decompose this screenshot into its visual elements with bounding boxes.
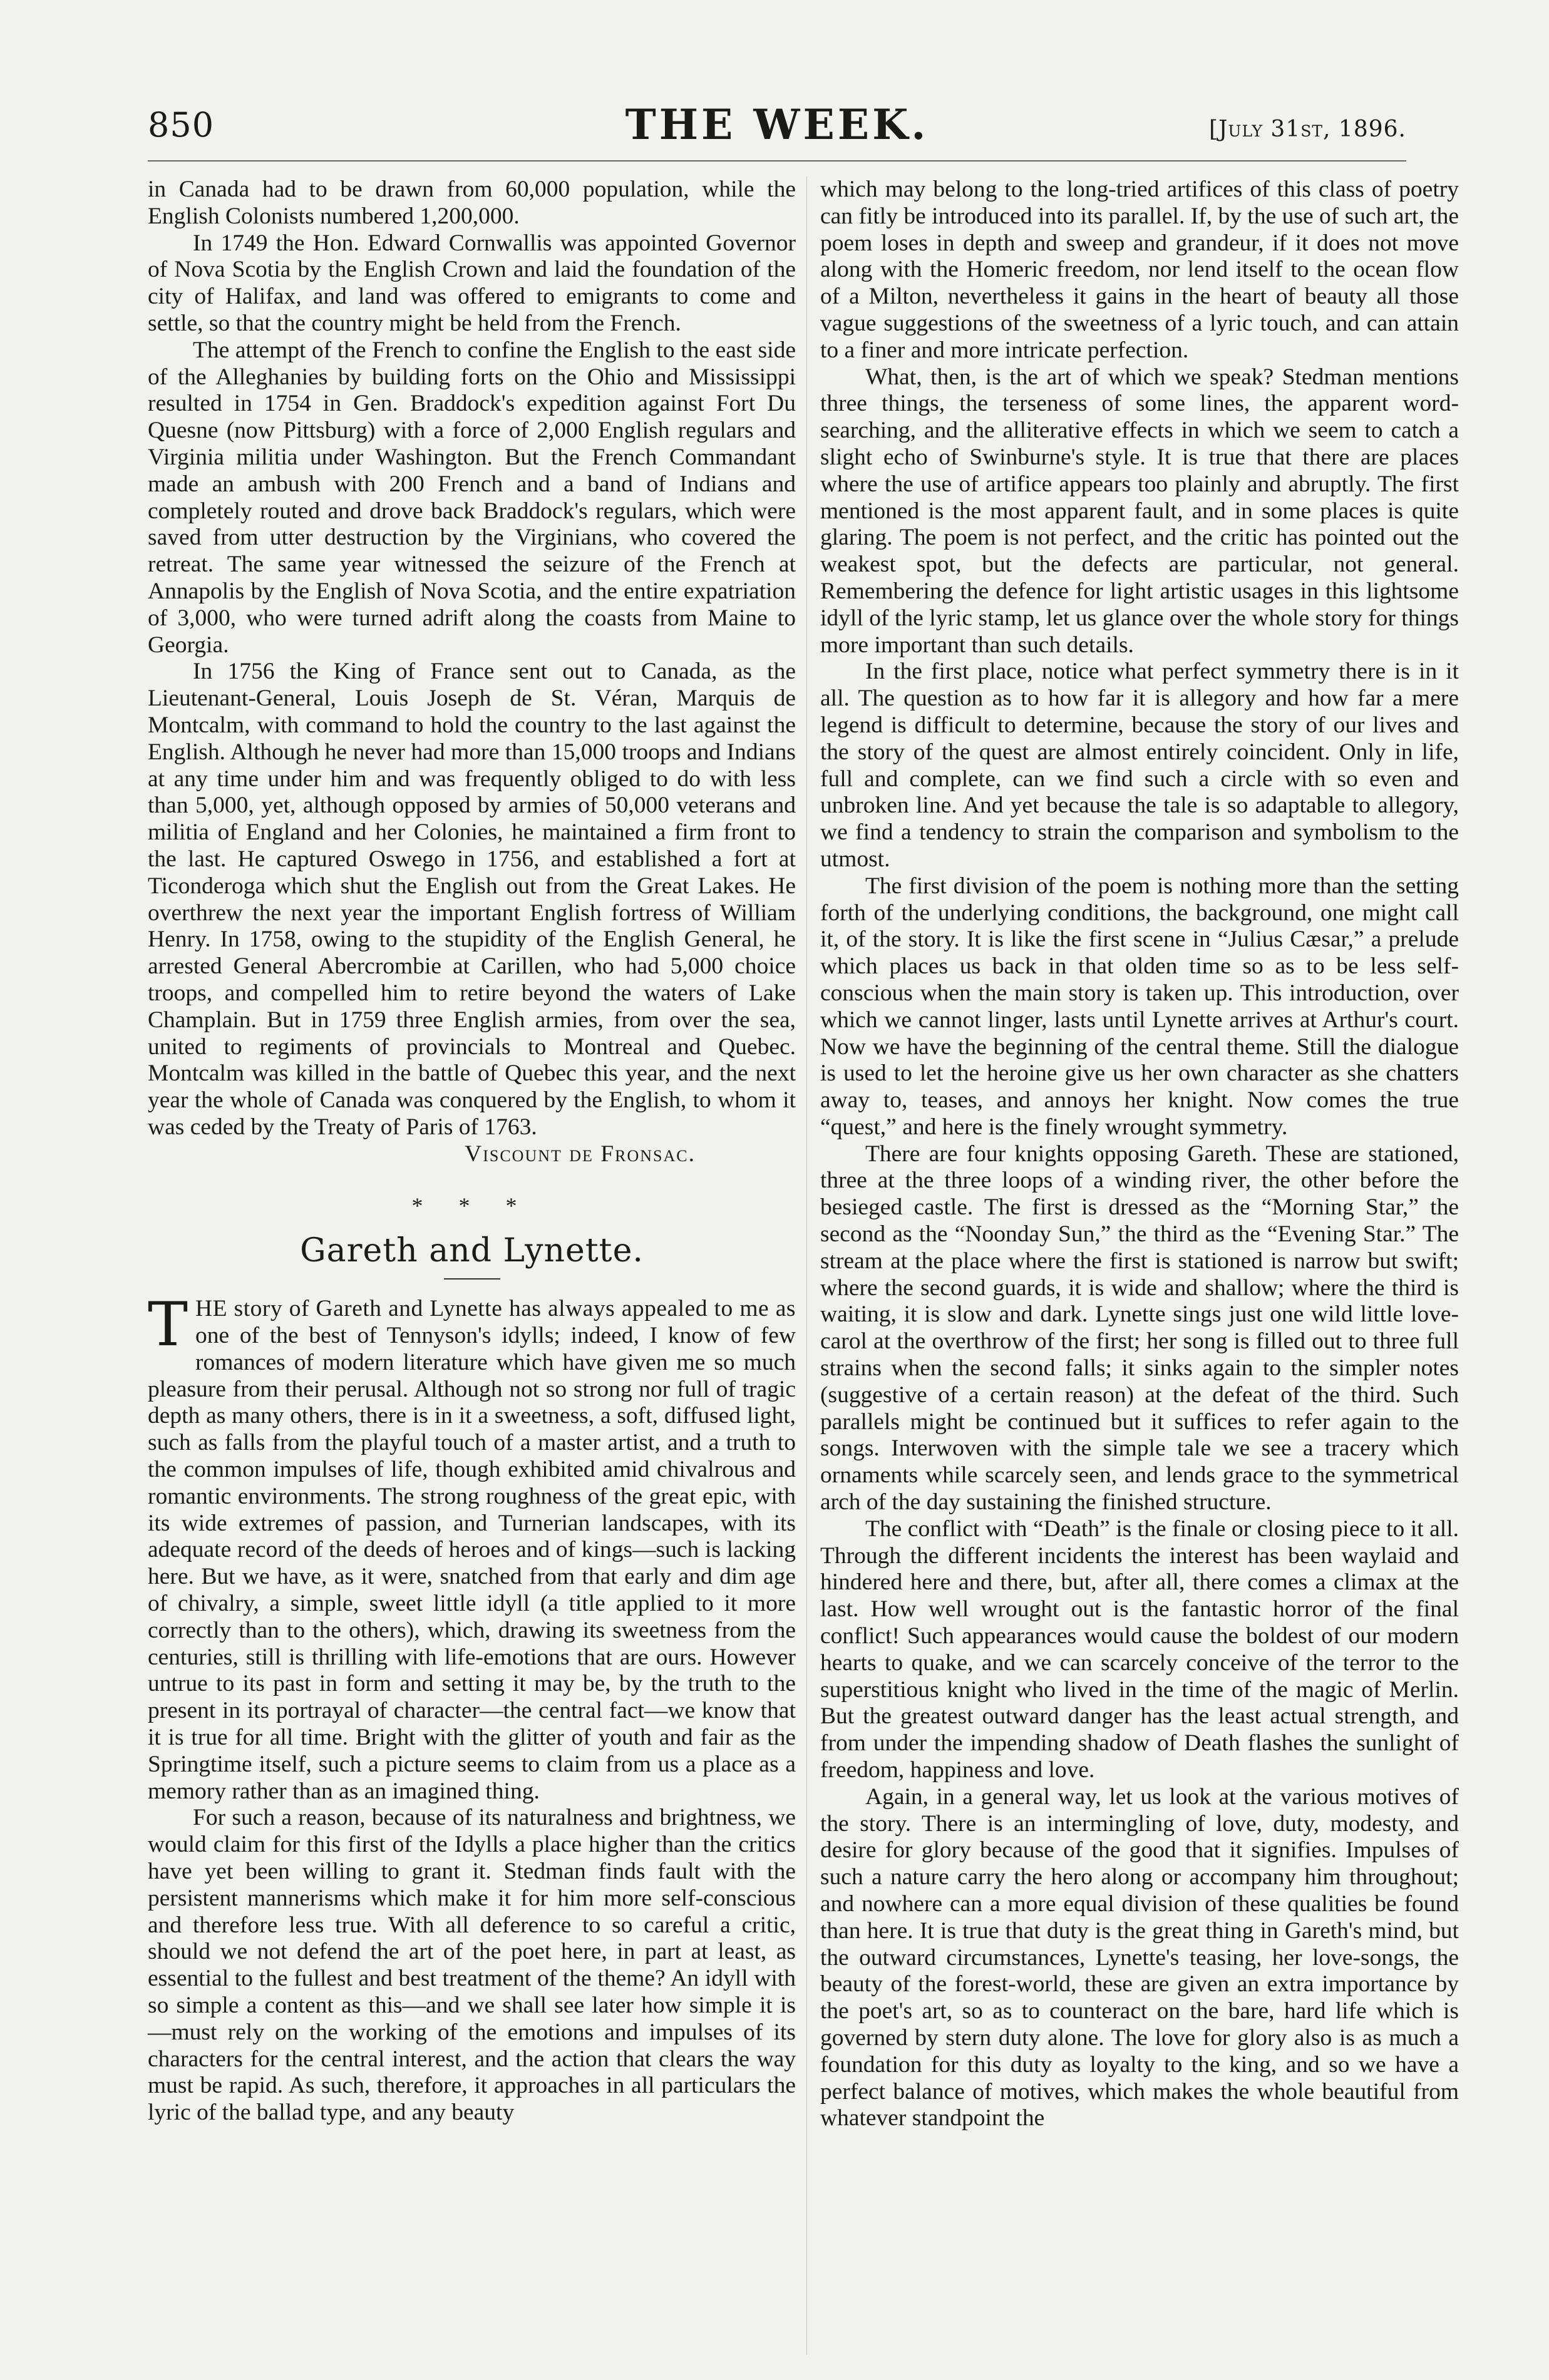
article-paragraph: There are four knights opposing Gareth. These are stationed, three at the three loops of a winding river, the other before the besieged castle. The first is dressed as the “Morning Star,” the second as the “Noonday Sun,” the third as the “Evening Star.” The stream at the place where the first is stationed is narrow but swift; where the second guards, it is wide and shallow; where the third is waiting, it is slow and dark. Lynette sings just one wild little love-carol at the overthrow of the first; her song is filled out to three full strains when the second falls; it sinks again to the simpler notes (suggestive of a certain reason) at the defeat of the third. Such parallels might be continued but it suffices to refer again to the songs. Interwoven with the simple tale we see a tracery which ornaments while scarcely seen, and lends grace to the symmetrical arch of the day sustaining the finished structure.	[820, 1141, 1459, 1516]
history-paragraph: in Canada had to be drawn from 60,000 population, while the English Colonists numbered 1,200,000.	[148, 177, 796, 229]
history-paragraph: In 1749 the Hon. Edward Cornwallis was appointed Governor of Nova Scotia by the English Crown and laid the foundation of the city of Halifax, and land was offered to emigrants to come and settle, so that the country might be held from the French.	[148, 230, 796, 336]
drop-cap: T	[148, 1290, 188, 1360]
title-rule	[444, 1278, 500, 1280]
article-paragraph: What, then, is the art of which we speak? Stedman mentions three things, the terseness of some lines, the apparent word-searching, and the alliterative effects in which we seem to catch a slight echo of Swinburne's style. It is true that there are places where the use of artifice appears too plainly and abruptly. The first mentioned is the most apparent fault, and in some places is quite glaring. The poem is not perfect, and the critic has pointed out the weakest spot, but the defects are particular, not general. Remembering the defence for light artistic usages in this lightsome idyll of the lyric stamp, let us glance over the whole story for things more important than such details.	[820, 364, 1459, 658]
article-paragraph: For such a reason, because of its naturalness and brightness, we would claim for this first of the Idylls a place higher than the critics have yet been willing to grant it. Stedman finds fault with the persistent mannerisms which make it for him more self-conscious and therefore less true. With all deference to so careful a critic, should we not defend the art of the poet here, in part at least, as essential to the fullest and best treatment of the theme? An idyll with so simple a content as this—and we shall see later how simple it is—must rely on the working of the emotions and impulses of its characters for the central interest, and the action that clears the way must be rapid. As such, therefore, it approaches in all particulars the lyric of the ballad type, and any beauty	[148, 1805, 796, 2126]
article-paragraph: The first division of the poem is nothing more than the setting forth of the underlying conditions, the background, one might call it, of the story. It is like the first scene in “Julius Cæsar,” a prelude which places us back in that olden time so as to be less self-conscious when the main story is taken up. This introduction, over which we cannot linger, lasts until Lynette arrives at Arthur's court. Now we have the beginning of the central theme. Still the dialogue is used to let the heroine give us her own character as she chatters away to, teases, and annoys her knight. Now comes the true “quest,” and here is the finely wrought symmetry.	[820, 873, 1459, 1140]
article-paragraph: In the first place, notice what perfect symmetry there is in it all. The question as to how far it is allegory and how far a mere legend is difficult to determine, because the story of our lives and the story of the quest are almost entirely coincident. Only in life, full and complete, can we find such a circle with so even and unbroken line. And yet because the tale is so adaptable to allegory, we find a tendency to strain the comparison and symbolism to the utmost.	[820, 659, 1459, 872]
article-paragraph-text: HE story of Gareth and Lynette has always appealed to me as one of the best of Tennyson's idylls; indeed, I know of few romances of modern literature which have given me so much pleasure from their perusal. Although not so strong nor full of tragic depth as many others, there is in it a sweetness, a soft, diffused light, such as falls from the playful touch of a master artist, and a truth to the common impulses of life, though exhibited amid chivalrous and romantic environments. The strong roughness of the great epic, with its wide extremes of passion, and Turnerian landscapes, with its adequate record of the deeds of heroes and of kings—such is lacking here. But we have, as it were, snatched from that early and dim age of chivalry, a simple, sweet little idyll (a title applied to it more correctly than to the others), which, drawing its sweetness from the centuries, still is thrilling with life-emotions that are ours. However untrue to its past in form and setting it may be, by the truth to the present in its portrayal of character—the central fact—we know that it is true for all time. Bright with the glitter of youth and fair as the Springtime itself, such a picture seems to claim from us a place as a memory rather than as an imagined thing.	[148, 1296, 796, 1804]
right-column	[820, 177, 1459, 2132]
left-column	[148, 177, 796, 2126]
author-signature: Viscount de Fronsac.	[465, 1141, 696, 1167]
issue-date: [July 31st, 1896.	[1208, 116, 1406, 142]
column-divider	[806, 177, 807, 2355]
history-paragraph: In 1756 the King of France sent out to Canada, as the Lieutenant-General, Louis Joseph de St. Véran, Marquis de Montcalm, with command to hold the country to the last against the English. Although he never had more than 15,000 troops and Indians at any time under him and was frequently obliged to do with less than 5,000, yet, although opposed by armies of 50,000 veterans and militia of England and her Colonies, he maintained a firm front to the last. He captured Oswego in 1756, and established a fort at Ticonderoga which shut the English out from the Great Lakes. He overthrew the next year the important English fortress of William Henry. In 1758, owing to the stupidity of the English General, he arrested General Abercrombie at Carillen, who had 5,000 choice troops, and compelled him to retire beyond the waters of Lake Champlain. But in 1759 three English armies, from over the sea, united to regiments of provincials to Montreal and Quebec. Montcalm was killed in the battle of Quebec this year, and the next year the whole of Canada was conquered by the English, to whom it was ceded by the Treaty of Paris of 1763.	[148, 659, 796, 1140]
section-ornament: * * *	[411, 1193, 532, 1219]
journal-title: THE WEEK.	[625, 100, 929, 149]
article-paragraph: Again, in a general way, let us look at the various motives of the story. There is an intermingling of love, duty, modesty, and desire for glory because of the good that it signifies. Impulses of such a nature carry the hero along or accompany him throughout; and nowhere can a more equal division of these qualities be found than here. It is true that duty is the great thing in Gareth's mind, but the outward circumstances, Lynette's teasing, her love-songs, the beauty of the forest-world, these are given an extra importance by the poet's art, so as to counteract on the bare, hard life which is governed by stern duty alone. The love for glory also is as much a foundation for this duty as loyalty to the king, and so we have a perfect balance of motives, which makes the whole beautiful from whatever standpoint the	[820, 1783, 1459, 2131]
history-paragraph: The attempt of the French to confine the English to the east side of the Alleghanies by building forts on the Ohio and Mississippi resulted in 1754 in Gen. Braddock's expedition against Fort Du Quesne (now Pittsburg) with a force of 2,000 English regulars and Virginia militia under Washington. But the French Commandant made an ambush with 200 French and a band of Indians and completely routed and drove back Braddock's regulars, which were saved from utter destruction by the Virginians, who covered the retreat. The same year witnessed the seizure of the French at Annapolis by the English of Nova Scotia, and the entire expatriation of 3,000, who were turned adrift along the coasts from Maine to Georgia.	[148, 337, 796, 658]
article-title: Gareth and Lynette.	[300, 1232, 644, 1270]
masthead	[148, 100, 1406, 156]
article-paragraph: which may belong to the long-tried artifices of this class of poetry can fitly be introduced into its parallel. If, by the use of such art, the poem loses in depth and sweep and grandeur, if it does not move along with the Homeric freedom, nor lend itself to the ocean flow of a Milton, nevertheless it gains in the heart of beauty all those vague suggestions of the sweetness of a lyric touch, and can attain to a finer and more intricate perfection.	[820, 177, 1459, 363]
header-rule	[148, 160, 1406, 162]
page-number: 850	[148, 105, 215, 145]
article-paragraph	[148, 1290, 796, 1805]
article-paragraph: The conflict with “Death” is the finale or closing piece to it all. Through the different incidents the interest has been waylaid and hindered here and there, but, after all, there comes a climax at the last. How well wrought out is the fantastic horror of the final conflict! Such appearances would cause the boldest of our modern hearts to quake, and we can scarcely conceive of the terror to the superstitious knight who lived in the time of the magic of Merlin. But the greatest outward danger has the least actual strength, and from under the impending shadow of Death flashes the sunlight of freedom, happiness and love.	[820, 1516, 1459, 1783]
